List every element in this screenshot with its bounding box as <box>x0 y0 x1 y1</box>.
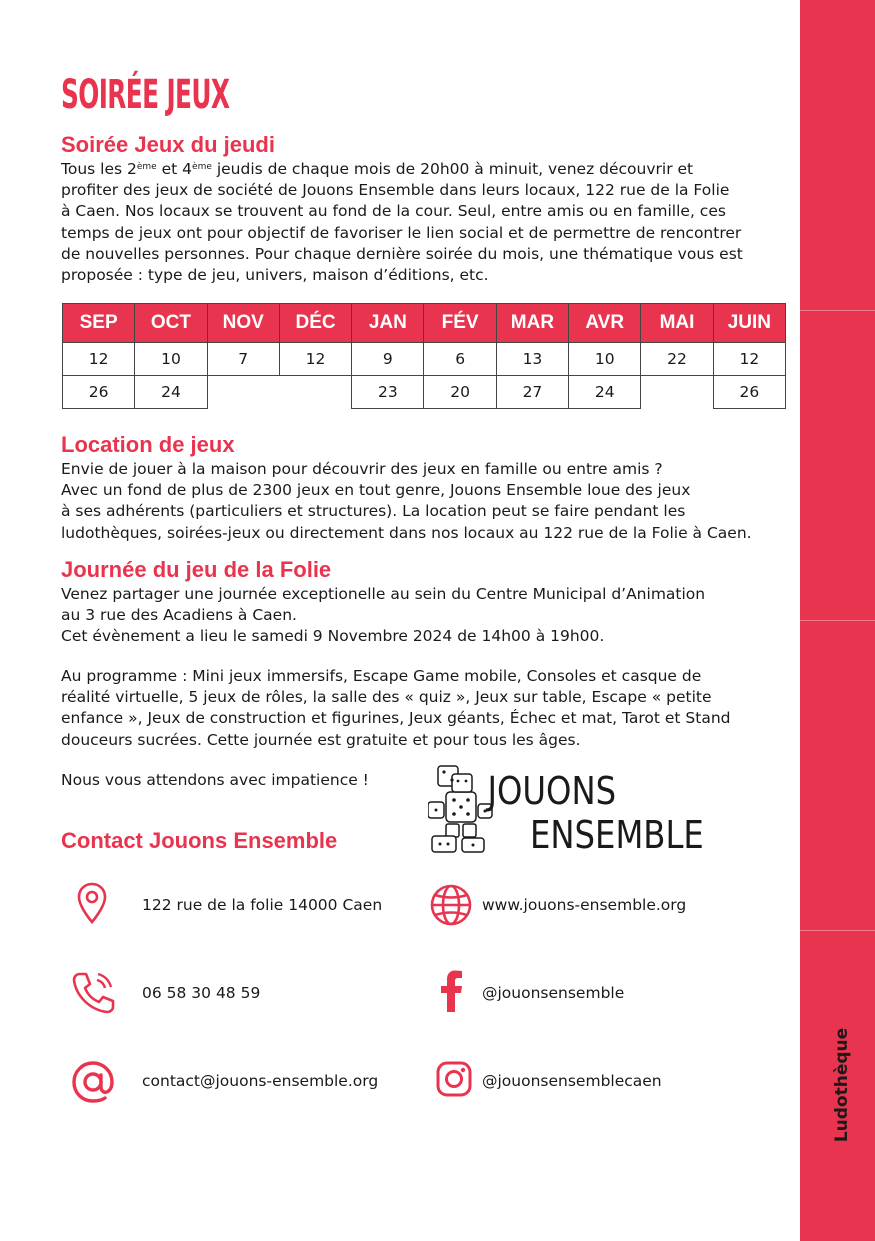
superscript: ème <box>192 162 212 172</box>
soiree-line <box>61 159 791 180</box>
date-cell: 6 <box>424 343 496 376</box>
location-line: Avec un fond de plus de 2300 jeux en tout genre, Jouons Ensemble loue des jeux <box>61 481 691 500</box>
soiree-line: proposée : type de jeu, univers, maison d’éditions, etc. <box>61 266 489 285</box>
month-header: OCT <box>135 304 207 343</box>
dates-row-2 <box>63 376 786 409</box>
jouons-ensemble-logo <box>428 764 788 856</box>
date-cell: 27 <box>496 376 568 409</box>
facebook-handle[interactable]: @jouonsensemble <box>482 984 625 1002</box>
date-cell: 12 <box>713 343 785 376</box>
sidebar-divider <box>800 310 875 311</box>
location-line: à ses adhérents (particuliers et structures). La location peut se faire pendant les <box>61 502 686 521</box>
date-cell: 12 <box>63 343 135 376</box>
month-header: JAN <box>352 304 424 343</box>
instagram-handle[interactable]: @jouonsensemblecaen <box>482 1072 662 1090</box>
soiree-line: temps de jeux ont pour objectif de favoriser le lien social et de permettre de rencontrer <box>61 223 742 242</box>
location-line: Envie de jouer à la maison pour découvrir des jeux en famille ou entre amis ? <box>61 460 663 478</box>
months-header-row <box>63 304 786 343</box>
date-cell: 10 <box>569 343 641 376</box>
month-header: JUIN <box>713 304 785 343</box>
journee-line: Venez partager une journée exceptionelle au sein du Centre Municipal d’Animation <box>61 585 706 603</box>
globe-icon <box>429 883 473 931</box>
location-paragraph <box>61 459 791 544</box>
month-header: NOV <box>207 304 279 343</box>
date-cell: 10 <box>135 343 207 376</box>
section-heading-contact: Contact Jouons Ensemble <box>61 828 338 853</box>
phone-icon <box>70 970 116 1018</box>
month-header: DÉC <box>279 304 351 343</box>
text-fragment: et 4 <box>156 160 193 178</box>
page-title: SOIRÉE JEUX <box>61 72 230 118</box>
sidebar-divider <box>800 930 875 931</box>
location-line: ludothèques, soirées-jeux ou directement dans nos locaux au 122 rue de la Folie à Caen. <box>61 523 752 542</box>
robot-mascot-icon <box>428 764 788 856</box>
month-header: MAI <box>641 304 713 343</box>
phone-number[interactable]: 06 58 30 48 59 <box>142 984 261 1002</box>
empty-cell <box>207 376 279 409</box>
instagram-icon <box>436 1061 472 1101</box>
section-heading-soiree: Soirée Jeux du jeudi <box>61 132 275 157</box>
month-header: SEP <box>63 304 135 343</box>
dates-table <box>62 303 786 409</box>
logo-word-2: ENSEMBLE <box>530 813 704 856</box>
programme-line: Au programme : Mini jeux immersifs, Escape Game mobile, Consoles et casque de <box>61 667 702 685</box>
journee-paragraph <box>61 584 791 648</box>
month-header: AVR <box>569 304 641 343</box>
map-pin-icon <box>76 882 108 930</box>
month-header: FÉV <box>424 304 496 343</box>
closing-line: Nous vous attendons avec impatience ! <box>61 771 369 789</box>
date-cell: 20 <box>424 376 496 409</box>
sidebar-label: Ludothèque <box>832 1027 852 1143</box>
soiree-paragraph <box>61 159 791 286</box>
section-heading-journee: Journée du jeu de la Folie <box>61 557 332 582</box>
date-cell: 22 <box>641 343 713 376</box>
date-cell: 26 <box>713 376 785 409</box>
programme-line: réalité virtuelle, 5 jeux de rôles, la salle des « quiz », Jeux sur table, Escape « petite <box>61 688 712 707</box>
date-cell: 12 <box>279 343 351 376</box>
soiree-line: à Caen. Nos locaux se trouvent au fond de la cour. Seul, entre amis ou en famille, ces <box>61 202 726 221</box>
logo-word-1: JOUONS <box>487 769 617 814</box>
superscript: ème <box>136 162 157 172</box>
month-header: MAR <box>496 304 568 343</box>
email-link[interactable]: contact@jouons-ensemble.org <box>142 1072 379 1090</box>
programme-paragraph <box>61 666 791 751</box>
text-fragment: Tous les 2 <box>61 160 137 178</box>
date-cell: 9 <box>352 343 424 376</box>
soiree-line: de nouvelles personnes. Pour chaque dernière soirée du mois, une thématique vous est <box>61 244 743 263</box>
date-cell: 13 <box>496 343 568 376</box>
address-text: 122 rue de la folie 14000 Caen <box>142 896 383 914</box>
programme-line: douceurs sucrées. Cette journée est gratuite et pour tous les âges. <box>61 730 581 749</box>
date-cell: 24 <box>135 376 207 409</box>
dates-row-1 <box>63 343 786 376</box>
text-fragment: jeudis de chaque mois de 20h00 à minuit, venez découvrir et <box>211 160 694 178</box>
empty-cell <box>641 376 713 409</box>
journee-line: Cet évènement a lieu le samedi 9 Novembre 2024 de 14h00 à 19h00. <box>61 627 605 646</box>
empty-cell <box>279 376 351 409</box>
programme-line: enfance », Jeux de construction et figurines, Jeux géants, Échec et mat, Tarot et Stand <box>61 709 731 728</box>
date-cell: 23 <box>352 376 424 409</box>
website-link[interactable]: www.jouons-ensemble.org <box>482 896 687 914</box>
facebook-icon <box>440 968 464 1016</box>
date-cell: 26 <box>63 376 135 409</box>
soiree-line: profiter des jeux de société de Jouons Ensemble dans leurs locaux, 122 rue de la Folie <box>61 181 730 200</box>
date-cell: 7 <box>207 343 279 376</box>
sidebar-divider <box>800 620 875 621</box>
at-sign-icon <box>70 1058 116 1110</box>
journee-line: au 3 rue des Acadiens à Caen. <box>61 606 297 625</box>
date-cell: 24 <box>569 376 641 409</box>
section-heading-location: Location de jeux <box>61 432 235 457</box>
